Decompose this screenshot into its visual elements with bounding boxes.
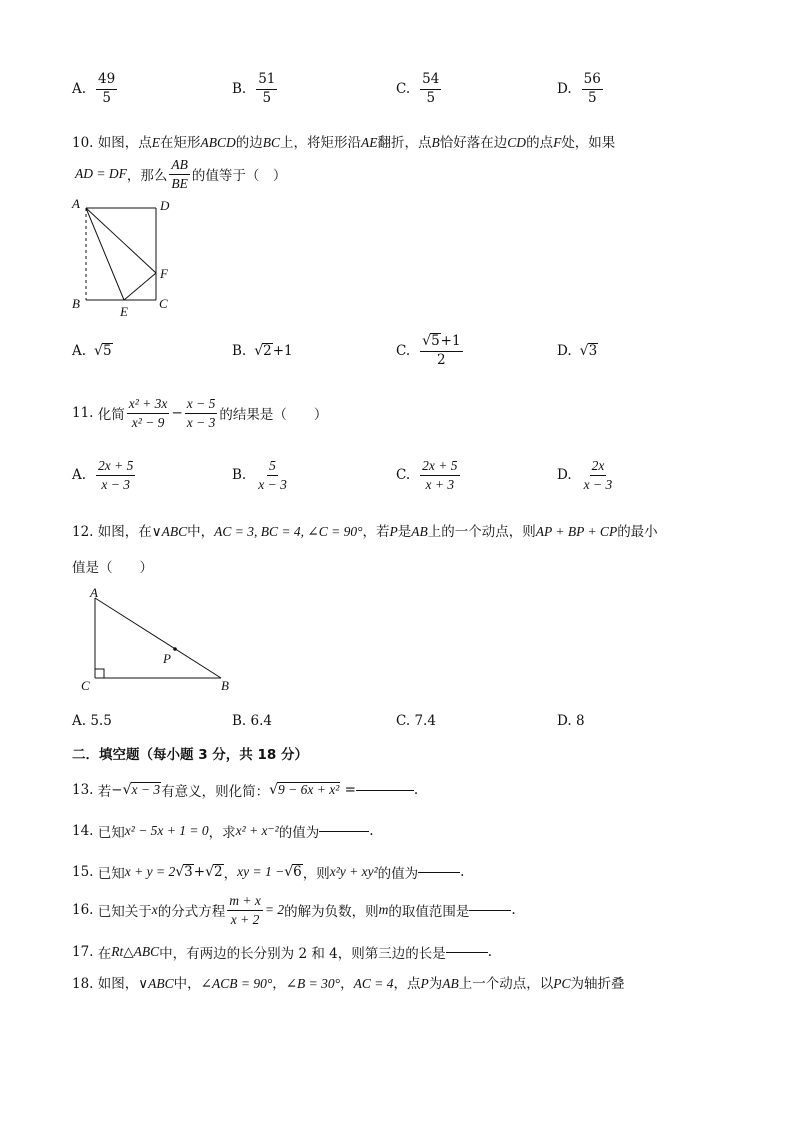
option-value: 7.4: [414, 713, 436, 729]
radical-sign: √: [579, 343, 589, 359]
q13-text: 若: [97, 784, 112, 800]
math-var: AB: [411, 524, 428, 539]
q18-text: 上一个动点，以: [458, 976, 554, 992]
numerator: x − 5: [185, 396, 218, 414]
math-var: m: [378, 902, 389, 918]
q12-text: 的最小: [617, 524, 658, 540]
math-expression: x²y + xy²: [329, 864, 378, 879]
q15-text: ，: [223, 866, 238, 882]
q10-option-b[interactable]: [232, 343, 293, 359]
q10-text: 上，将矩形沿: [280, 135, 362, 151]
denominator: 2: [437, 351, 446, 368]
math-var: P: [389, 524, 398, 539]
math-var: ∨ABC: [138, 976, 174, 991]
right-angle-mark: [95, 669, 104, 678]
option-tail: +1: [272, 343, 293, 359]
q9-option-d[interactable]: [557, 72, 605, 106]
numerator: 56: [582, 72, 603, 90]
period: .: [460, 864, 465, 880]
answer-blank[interactable]: [469, 910, 511, 911]
radical-sign: √: [94, 343, 103, 359]
math-var: ABCD: [200, 135, 236, 150]
denominator: 5: [587, 89, 597, 106]
option-label: A.: [72, 467, 87, 484]
operator: +: [193, 864, 206, 880]
option-label: A.: [72, 343, 87, 359]
q16: [72, 893, 516, 927]
option-label: B.: [232, 713, 247, 729]
q12-text: 中，: [187, 524, 215, 540]
math-expression: AD = DF: [75, 166, 127, 182]
q16-text: 的取值范围是: [388, 904, 470, 921]
math-var: AE: [361, 135, 378, 150]
denominator: 5: [102, 89, 111, 106]
question-number: 13.: [72, 782, 94, 798]
q10-fraction: [169, 157, 190, 191]
segment-ef: [124, 273, 156, 300]
answer-blank[interactable]: [418, 872, 460, 873]
point-label-c: C: [81, 678, 90, 693]
q10-stem-line2: [75, 157, 286, 191]
radicand: 2: [263, 343, 272, 360]
answer-blank[interactable]: [446, 952, 488, 953]
q11-text: 的结果是（ ）: [219, 407, 328, 424]
option-label: D.: [557, 81, 572, 98]
radicand: x − 3: [131, 782, 161, 798]
option-label: C.: [396, 81, 411, 98]
period: .: [511, 902, 516, 919]
math-expression: xy = 1 −: [237, 864, 285, 879]
q12-option-b[interactable]: [232, 713, 272, 729]
radicand: 6: [293, 864, 302, 881]
q10-text: 的点: [526, 135, 554, 151]
numerator: 51: [256, 72, 277, 90]
q10-text: ，那么: [126, 168, 168, 185]
option-label: D.: [557, 713, 572, 729]
q18-text: 为轴折叠: [570, 976, 625, 992]
q17-text: 在: [97, 946, 112, 962]
q10-stem-line1: [72, 131, 615, 151]
math-var: B: [431, 135, 440, 150]
math-var: ∨ABC: [151, 524, 188, 539]
operator: −: [171, 405, 183, 422]
option-label: C.: [396, 342, 411, 359]
q14: [72, 821, 374, 841]
option-fraction: [420, 458, 459, 492]
math-expression: ∠B = 30°: [285, 976, 341, 991]
option-fraction: [420, 333, 462, 368]
q18-text: ，点: [393, 976, 421, 992]
question-number: 10.: [72, 135, 94, 151]
question-number: 17.: [72, 944, 94, 960]
option-value: 5.5: [90, 713, 112, 729]
math-var: E: [151, 135, 161, 150]
math-var: F: [553, 135, 562, 150]
q11-option-a[interactable]: [72, 458, 137, 492]
option-label: C.: [396, 467, 411, 484]
q18: [72, 972, 624, 992]
question-number: 16.: [72, 902, 94, 919]
period: .: [413, 782, 419, 798]
q12-text: ，若: [362, 524, 390, 540]
q11-fraction-2: [185, 396, 218, 430]
math-expression: x + y = 2: [124, 864, 176, 879]
section-heading: 二．填空题（每小题 3 分，共 18 分）: [72, 747, 308, 763]
math-expression: Rt△ABC: [111, 944, 160, 959]
q16-text: 的分式方程: [157, 904, 226, 921]
q10-option-d[interactable]: [557, 343, 598, 359]
q12-option-c[interactable]: [396, 713, 436, 729]
denominator: 5: [262, 89, 272, 106]
option-label: D.: [557, 343, 572, 359]
q16-fraction: [227, 893, 263, 927]
point-label-f: F: [160, 266, 168, 281]
question-number: 12.: [72, 524, 94, 540]
option-value: 8: [575, 713, 585, 729]
option-label: A.: [72, 81, 87, 98]
q15-text: 的值为: [377, 866, 419, 882]
q10-text: 恰好落在边: [439, 135, 508, 151]
option-label: A.: [72, 713, 87, 729]
q12-text: 如图，在: [97, 524, 152, 540]
q14-text: 的值为: [278, 825, 320, 841]
q10-text: 如图，点: [97, 135, 152, 151]
point-label-c: C: [159, 296, 168, 311]
segment-ab: [95, 598, 221, 678]
q10-text: 在矩形: [160, 135, 201, 151]
numerator: 2x + 5: [420, 458, 459, 476]
q18-text: 如图，: [97, 976, 139, 992]
q13-text: 有意义，则化简：: [161, 784, 270, 800]
numerator: 2x + 5: [96, 458, 135, 476]
math-expression: AP + BP + CP: [535, 524, 618, 539]
q12-stem-line1: [72, 520, 658, 540]
q13: [72, 780, 418, 800]
option-fraction: [582, 458, 615, 492]
numerator: 2x: [590, 458, 607, 476]
point-label-d: D: [160, 198, 170, 213]
q9-option-a[interactable]: [72, 72, 119, 106]
radical-sign: √: [269, 782, 279, 798]
option-label: B.: [232, 81, 247, 98]
q10-text: 翻折，点: [377, 135, 432, 151]
q12-option-a[interactable]: [72, 713, 112, 729]
q15: [72, 862, 464, 882]
math-expression: = 2: [264, 902, 285, 918]
radical-sign: √: [422, 333, 432, 349]
point-label-e: E: [120, 304, 128, 319]
option-fraction: [256, 458, 289, 492]
q12-triangle-figure: [76, 583, 246, 695]
numerator: x² + 3x: [127, 396, 170, 414]
answer-blank[interactable]: [356, 790, 414, 791]
math-expression: AC = 4: [353, 976, 394, 991]
q10-text: 的值等于（ ）: [191, 168, 287, 185]
q18-text: 中，: [173, 976, 201, 992]
q12-text: 上的一个动点，则: [427, 524, 536, 540]
point-label-b: B: [72, 296, 80, 311]
denominator: x + 2: [230, 911, 260, 927]
math-expression: ∠ACB = 90°: [200, 976, 273, 991]
denominator: x − 3: [186, 414, 216, 430]
radicand: 5: [102, 343, 112, 360]
radicand: 3: [184, 864, 193, 881]
math-var: x: [151, 902, 158, 918]
radicand: 3: [588, 343, 598, 360]
point-label-b: B: [221, 678, 229, 693]
numerator: 54: [420, 72, 441, 90]
q11-option-c[interactable]: [396, 458, 462, 492]
q10-option-a[interactable]: [72, 343, 113, 359]
radical-sign: √: [254, 343, 264, 359]
period: .: [487, 944, 493, 960]
q12-stem-line2: 值是（ ）: [72, 560, 153, 576]
denominator: x² − 9: [131, 414, 165, 430]
point-label-a: A: [72, 196, 80, 211]
math-var: AB: [442, 976, 459, 991]
numerator: 5: [267, 458, 278, 476]
math-expression: x² + x⁻²: [235, 823, 279, 838]
q14-text: ，求: [208, 825, 236, 841]
point-label-p: P: [163, 651, 171, 666]
numerator: AB: [169, 157, 190, 175]
q12-option-d[interactable]: [557, 713, 585, 729]
option-fraction: [256, 72, 277, 106]
numerator: [420, 333, 462, 352]
q11-text: 化简: [97, 407, 125, 424]
q18-text: ，: [340, 976, 354, 992]
numerator: m + x: [227, 893, 263, 911]
period: .: [369, 823, 374, 839]
numerator: 49: [96, 72, 117, 90]
radicand: 5: [431, 333, 440, 349]
q18-text: 为: [428, 976, 443, 992]
option-fraction: [582, 72, 603, 106]
question-number: 18.: [72, 976, 94, 992]
option-fraction: [420, 72, 441, 106]
denominator: x − 3: [258, 476, 287, 492]
point-p-dot: [173, 647, 177, 651]
operator: =: [344, 782, 356, 798]
q9-option-c[interactable]: [396, 72, 443, 106]
q16-text: 已知关于: [97, 904, 152, 921]
radicand: 9 − 6x + x²: [278, 782, 340, 798]
q10-text: 的边: [235, 135, 263, 151]
denominator: 5: [426, 89, 436, 106]
option-label: B.: [232, 467, 247, 484]
segment-af: [86, 208, 156, 273]
q15-text: 已知: [97, 866, 125, 882]
option-fraction: [96, 72, 117, 106]
q18-text: ，: [272, 976, 286, 992]
radical-sign: √: [205, 864, 214, 880]
q10-option-c[interactable]: [396, 333, 465, 368]
q11-fraction-1: [127, 396, 170, 430]
segment-ae: [86, 208, 124, 300]
radical-sign: √: [284, 864, 294, 880]
math-expression: x² − 5x + 1 = 0: [124, 823, 209, 838]
question-number: 15.: [72, 864, 94, 880]
option-fraction: [96, 458, 135, 492]
q11-option-d[interactable]: [557, 458, 616, 492]
math-expression: AC = 3, BC = 4, ∠C = 90°: [214, 524, 363, 539]
math-var: P: [420, 976, 429, 991]
denominator: x − 3: [101, 476, 131, 492]
numerator-tail: +1: [440, 333, 461, 349]
point-label-a: A: [90, 585, 98, 600]
operator: −: [111, 782, 123, 798]
radical-sign: √: [122, 782, 132, 798]
option-value: 6.4: [250, 713, 272, 729]
q9-option-b[interactable]: [232, 72, 279, 106]
denominator: x − 3: [583, 476, 613, 492]
radical-sign: √: [175, 864, 185, 880]
option-label: D.: [557, 467, 572, 484]
q16-text: 的解为负数，则: [284, 904, 379, 921]
math-var: PC: [553, 976, 571, 991]
q11-option-b[interactable]: [232, 458, 291, 492]
q17-text: 中，有两边的长分别为 2 和 4，则第三边的长是: [159, 946, 446, 962]
math-var: BC: [262, 135, 281, 150]
q11-stem: [72, 396, 327, 430]
math-var: CD: [507, 135, 527, 150]
option-label: C.: [396, 713, 411, 729]
q10-rectangle-figure: [66, 196, 186, 321]
denominator: x + 3: [425, 476, 455, 492]
q14-text: 已知: [97, 825, 125, 841]
q15-text: ，则: [302, 866, 330, 882]
denominator: BE: [171, 175, 188, 191]
question-number: 14.: [72, 823, 94, 839]
q17: [72, 942, 492, 962]
option-label: B.: [232, 343, 247, 359]
answer-blank[interactable]: [319, 831, 369, 832]
radicand: 2: [214, 864, 223, 881]
q12-text: 是: [397, 524, 412, 540]
question-number: 11.: [72, 405, 94, 422]
q10-text: 处，如果: [561, 135, 616, 151]
